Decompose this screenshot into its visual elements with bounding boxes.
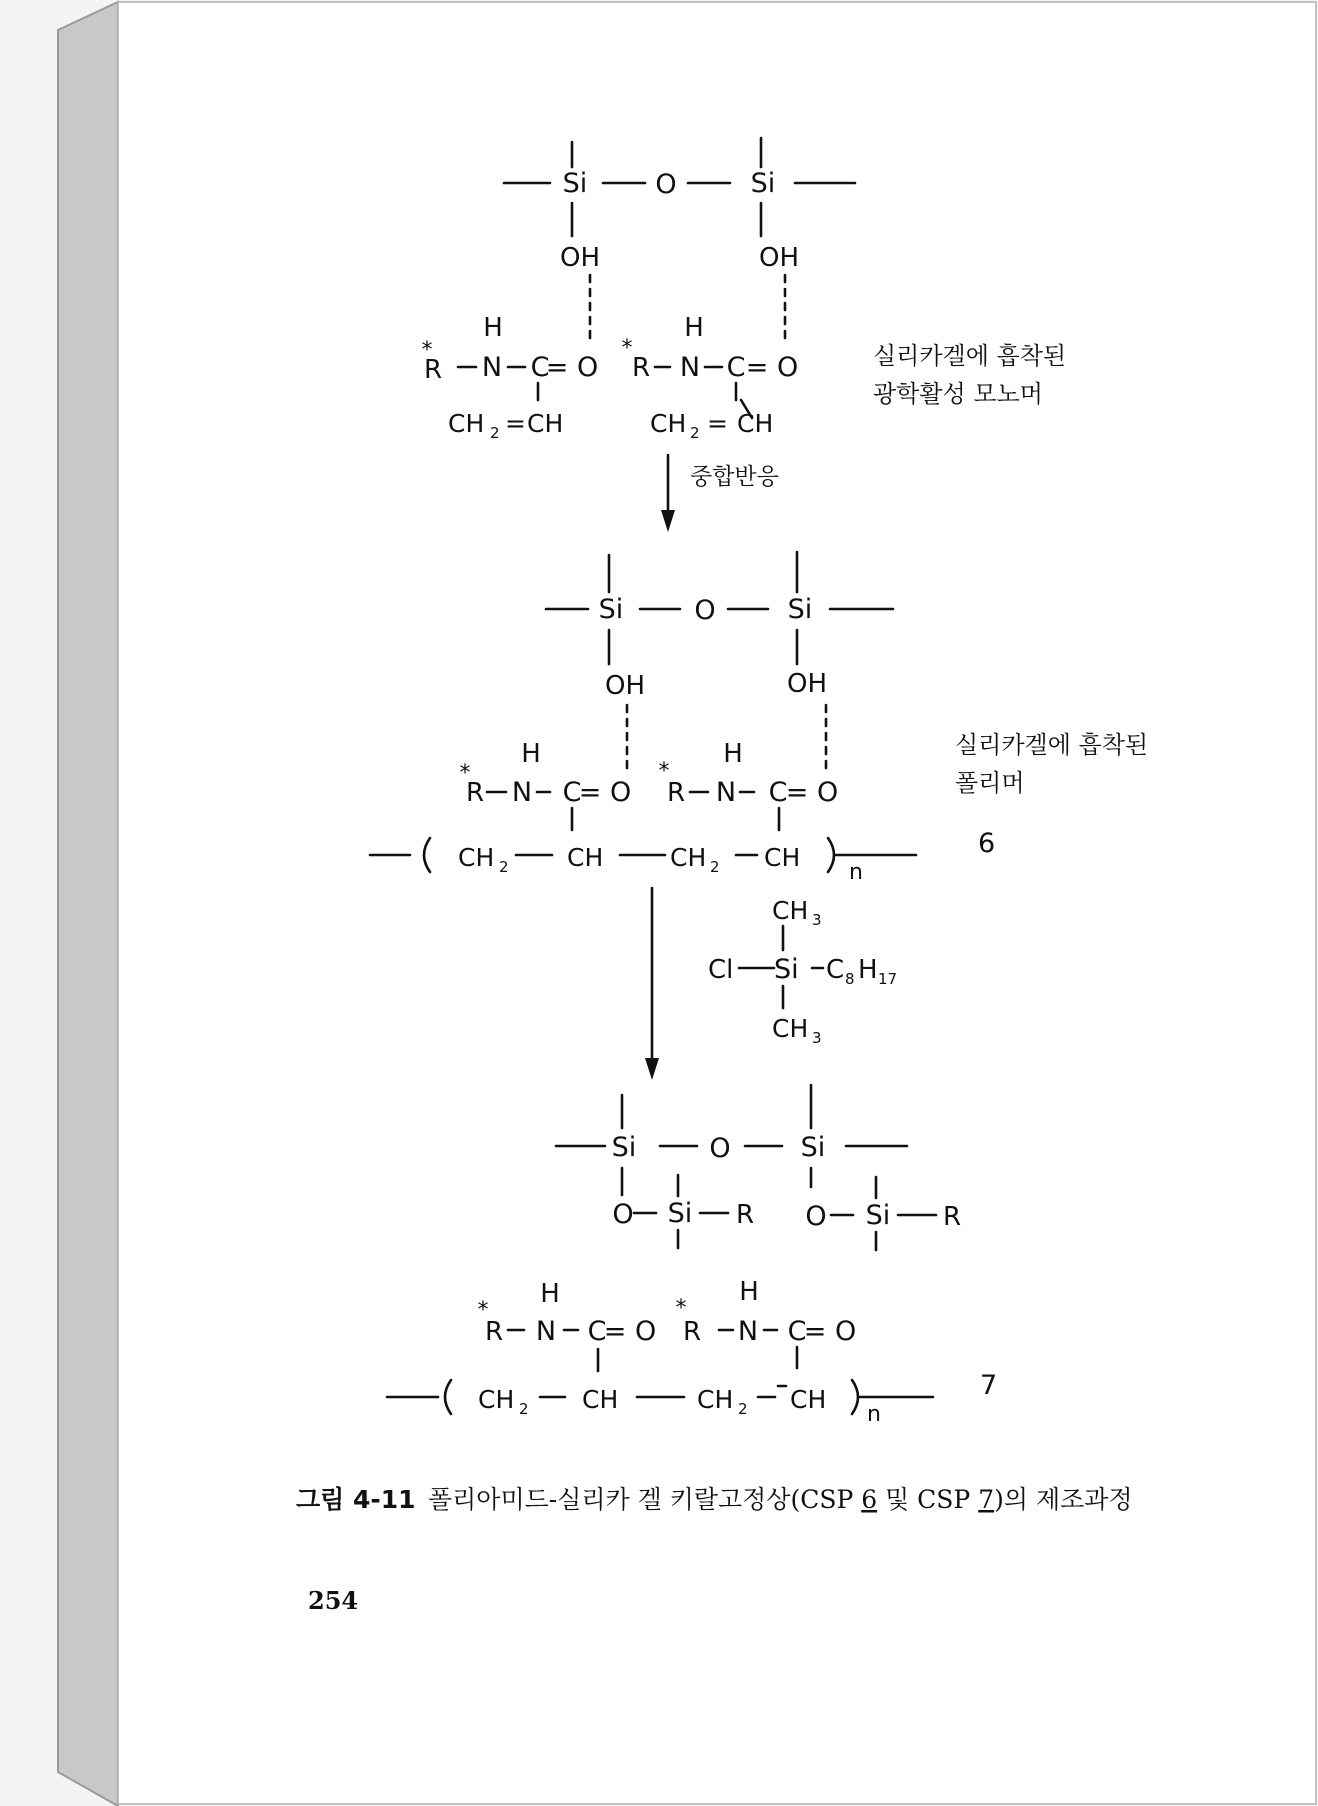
group-ch2: CH <box>670 843 707 872</box>
group-c8h17: C <box>826 955 845 985</box>
subscript: 2 <box>710 858 720 876</box>
subscript: 2 <box>690 424 700 442</box>
chiral-star: * <box>477 1298 489 1323</box>
atom-o: O <box>612 1199 634 1230</box>
subscript: 2 <box>499 858 509 876</box>
repeat-n: n <box>867 1402 881 1427</box>
atom-h: H <box>540 1279 560 1309</box>
atom-h: H <box>723 739 743 769</box>
atom-si: Si <box>774 954 799 985</box>
atom-c: C <box>787 1316 807 1347</box>
page-paper <box>118 2 1316 1804</box>
subscript: 17 <box>878 970 898 988</box>
atom-si: Si <box>667 1198 693 1229</box>
compound-number: 7 <box>980 1370 998 1401</box>
atom-h: H <box>521 739 541 769</box>
group-ch2: CH <box>448 409 485 438</box>
atom-r: R <box>465 778 485 808</box>
atom-cl: Cl <box>708 955 734 985</box>
double-bond-o: = O <box>545 352 599 383</box>
atom-r: R <box>682 1317 702 1347</box>
chiral-star: * <box>675 1296 687 1321</box>
subscript: 8 <box>845 970 855 988</box>
note-polymerization: 중합반응 <box>690 464 779 490</box>
atom-n: N <box>715 777 737 808</box>
subscript: 2 <box>490 424 500 442</box>
atom-si: Si <box>598 594 624 625</box>
atom-o: O <box>709 1133 731 1164</box>
group-ch: CH <box>764 843 801 872</box>
group-ch: CH <box>567 843 604 872</box>
atom-r: R <box>666 778 686 808</box>
atom-c: C <box>530 352 550 383</box>
atom-si: Si <box>800 1132 826 1163</box>
caption-compound-6: 6 <box>861 1485 878 1514</box>
group-ch: CH <box>582 1385 619 1414</box>
book-spine <box>58 2 118 1806</box>
figure-caption <box>428 1485 1133 1514</box>
note-adsorbed-polymer: 실리카겔에 흡착된 <box>955 731 1149 759</box>
atom-oh: OH <box>559 243 601 273</box>
subscript: 2 <box>738 1400 748 1418</box>
group-ch: CH <box>790 1385 827 1414</box>
double-bond: = <box>505 409 526 438</box>
double-bond: = <box>707 409 728 438</box>
atom-r: R <box>735 1200 755 1230</box>
atom-oh: OH <box>758 243 800 273</box>
chiral-star: * <box>658 759 670 784</box>
atom-r: R <box>631 353 651 383</box>
repeat-n: n <box>849 860 863 885</box>
chiral-star: * <box>459 761 471 786</box>
caption-text: 및 CSP <box>877 1485 979 1514</box>
chiral-star: * <box>621 336 633 361</box>
atom-o: O <box>655 169 677 200</box>
atom-c: C <box>587 1316 607 1347</box>
double-bond-o: = O <box>603 1316 657 1347</box>
chiral-star: * <box>421 338 433 363</box>
group-ch3: CH <box>772 1014 809 1043</box>
double-bond-o: = O <box>745 352 799 383</box>
caption-compound-7: 7 <box>978 1485 995 1514</box>
note-adsorbed-monomer: 실리카겔에 흡착된 <box>873 342 1067 370</box>
atom-r: R <box>423 355 443 385</box>
atom-h: H <box>483 313 503 343</box>
subscript: 2 <box>519 1400 529 1418</box>
atom-r: R <box>484 1317 504 1347</box>
atom-n: N <box>481 352 503 383</box>
atom-h: H <box>858 955 878 985</box>
page-number: 254 <box>308 1586 359 1615</box>
atom-c: C <box>726 352 746 383</box>
atom-c: C <box>768 777 788 808</box>
atom-oh: OH <box>786 669 828 699</box>
atom-si: Si <box>787 594 813 625</box>
atom-h: H <box>684 313 704 343</box>
atom-si: Si <box>562 168 588 199</box>
group-ch2: CH <box>650 409 687 438</box>
figure-caption-prefix: 그림 4-11 <box>296 1485 416 1514</box>
note-adsorbed-monomer: 광학활성 모노머 <box>873 380 1043 408</box>
group-ch: CH <box>527 409 564 438</box>
atom-n: N <box>737 1316 759 1347</box>
subscript: 3 <box>812 911 822 929</box>
atom-oh: OH <box>604 671 646 701</box>
double-bond-o: = O <box>803 1316 857 1347</box>
atom-si: Si <box>750 168 776 199</box>
atom-c: C <box>562 777 582 808</box>
atom-si: Si <box>611 1132 637 1163</box>
atom-n: N <box>535 1316 557 1347</box>
group-ch: CH <box>737 409 774 438</box>
atom-h: H <box>739 1277 759 1307</box>
atom-o: O <box>805 1201 827 1232</box>
atom-si: Si <box>865 1200 891 1231</box>
caption-text: 폴리아미드-실리카 겔 키랄고정상(CSP <box>428 1485 862 1514</box>
group-ch2: CH <box>458 843 495 872</box>
subscript: 3 <box>812 1029 822 1047</box>
atom-n: N <box>511 777 533 808</box>
compound-number: 6 <box>978 828 996 859</box>
double-bond-o: = O <box>578 777 632 808</box>
group-ch2: CH <box>478 1385 515 1414</box>
atom-o: O <box>694 595 716 626</box>
double-bond-o: = O <box>785 777 839 808</box>
atom-n: N <box>679 352 701 383</box>
caption-text: )의 제조과정 <box>994 1485 1133 1514</box>
group-ch2: CH <box>697 1385 734 1414</box>
note-adsorbed-polymer: 폴리머 <box>955 769 1025 797</box>
atom-r: R <box>942 1202 962 1232</box>
group-ch3: CH <box>772 896 809 925</box>
